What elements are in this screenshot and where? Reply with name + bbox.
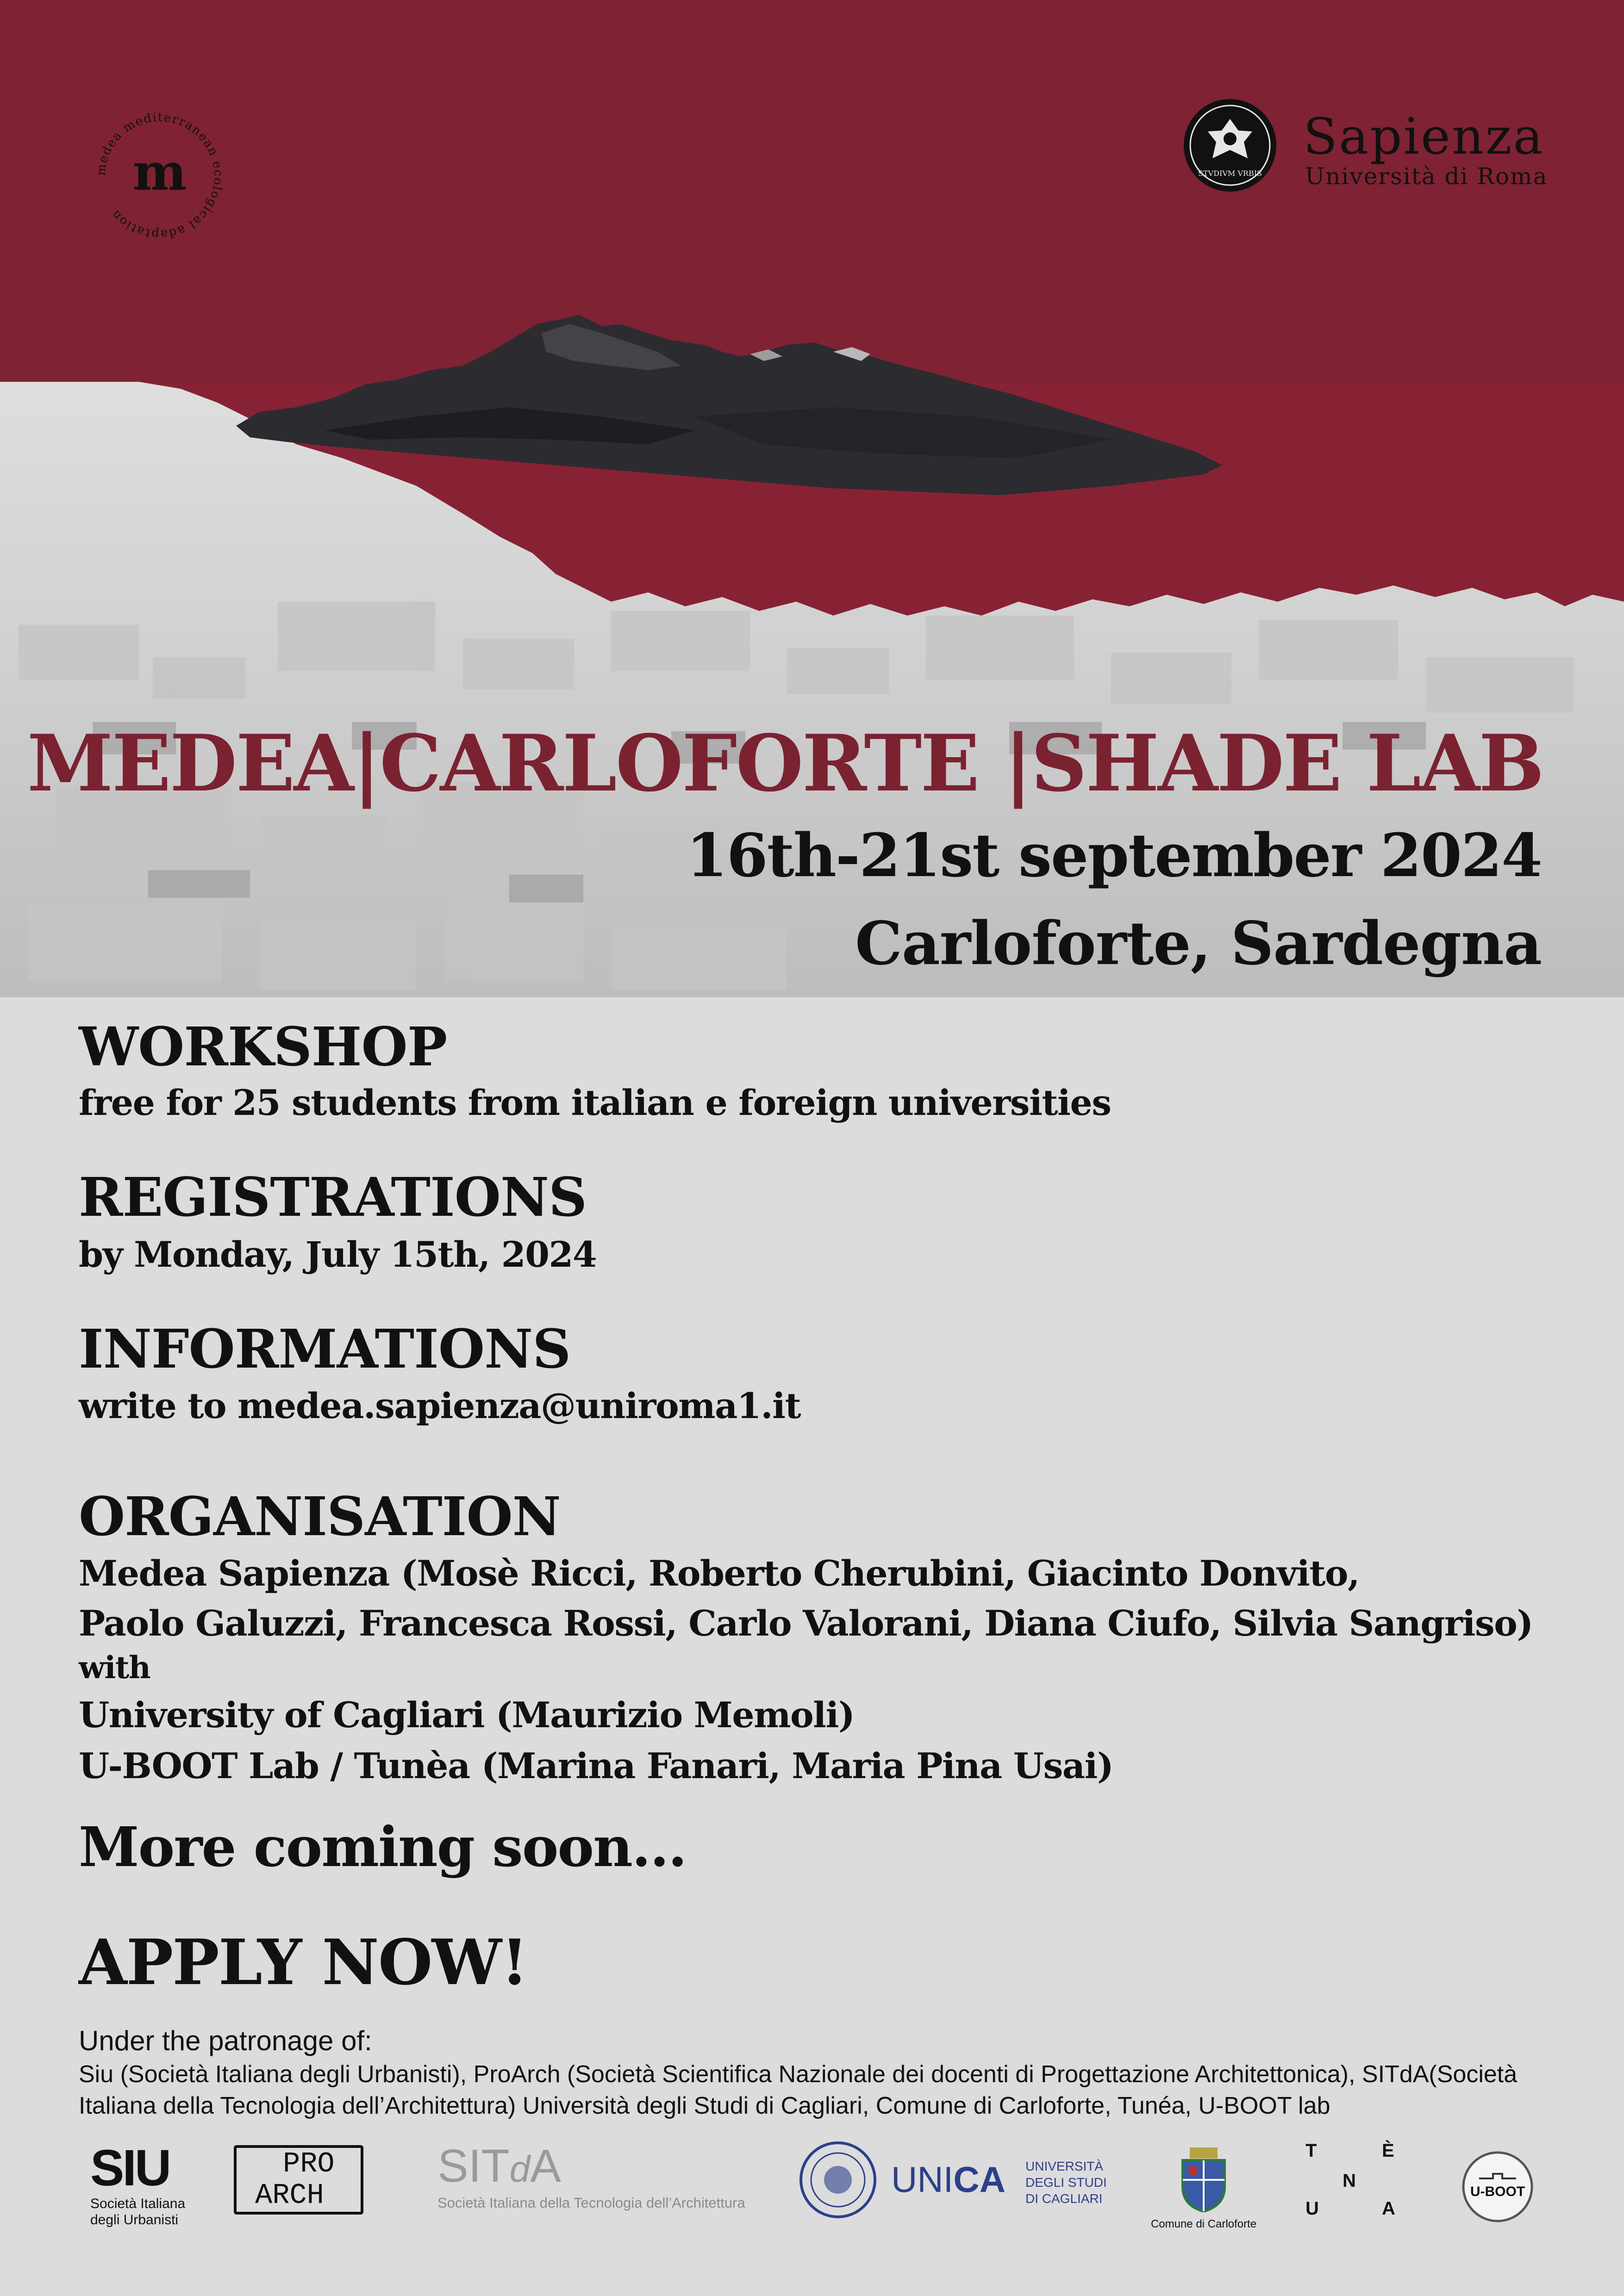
hero-banner	[0, 0, 1624, 997]
sapienza-logo	[1183, 98, 1549, 195]
informations-text: write to medea.sapienza@uniroma1.it	[79, 1385, 801, 1426]
organisation-line: University of Cagliari (Maurizio Memoli)	[79, 1694, 855, 1736]
event-dates: 16th-21st september 2024	[686, 821, 1542, 890]
unica-seal-icon	[799, 2140, 877, 2219]
unica-logo	[799, 2140, 1118, 2228]
comune-logo	[1148, 2147, 1259, 2240]
partner-logos	[0, 2134, 1624, 2254]
proarch-logo	[234, 2145, 363, 2215]
siu-mark: SIU	[90, 2140, 170, 2196]
uboot-logo	[1461, 2150, 1535, 2224]
organisation-line: Medea Sapienza (Mosè Ricci, Roberto Cherubini, Giacinto Donvito,	[79, 1553, 1359, 1594]
registrations-heading: REGISTRATIONS	[79, 1166, 587, 1229]
proarch-line2: ARCH	[255, 2179, 324, 2212]
organisation-line: with	[79, 1649, 150, 1686]
tunea-letter: A	[1382, 2198, 1395, 2219]
organisation-line: Paolo Galuzzi, Francesca Rossi, Carlo Valorani, Diana Ciufo, Silvia Sangriso)	[79, 1603, 1533, 1644]
uboot-badge-icon	[1461, 2150, 1535, 2224]
sapienza-subtitle: Università di Roma	[1305, 163, 1548, 190]
sapienza-name: Sapienza	[1303, 108, 1544, 166]
unica-caption: DI CAGLIARI	[1025, 2191, 1103, 2206]
medea-logo	[88, 104, 231, 248]
registrations-text: by Monday, July 15th, 2024	[79, 1234, 597, 1275]
more-coming-soon: More coming soon...	[79, 1815, 687, 1879]
unica-caption: DEGLI STUDI	[1025, 2175, 1107, 2190]
sapienza-seal-icon	[1183, 98, 1278, 193]
tunea-letter: È	[1382, 2140, 1394, 2161]
tunea-letter: N	[1343, 2171, 1356, 2191]
sitda-mark: SIT	[437, 2140, 510, 2192]
organisation-heading: ORGANISATION	[79, 1486, 561, 1548]
patronage-heading: Under the patronage of:	[79, 2025, 372, 2056]
uboot-mark: U-BOOT	[1470, 2184, 1525, 2199]
workshop-text: free for 25 students from italian e foreign universities	[79, 1082, 1111, 1123]
patronage-text: Siu (Società Italiana degli Urbanisti), ProArch (Società Scientifica Nazionale dei docenti di Progettazione Architettonica), SITdA(Società Italiana della Tecnologia dell’Architettura) Università degli Studi di Cagliari, Comune di Carloforte, Tunéa, U-BOOT lab	[79, 2061, 1518, 2119]
siu-caption: Società Italiana	[90, 2196, 186, 2211]
siu-caption: degli Urbanisti	[90, 2212, 179, 2228]
sitda-logo	[437, 2140, 762, 2226]
medea-letter: m	[132, 142, 187, 202]
tunea-letter: T	[1305, 2140, 1317, 2161]
event-place: Carloforte, Sardegna	[855, 909, 1542, 978]
informations-heading: INFORMATIONS	[79, 1318, 571, 1381]
tunea-letter: U	[1305, 2198, 1319, 2219]
siu-logo	[88, 2140, 204, 2235]
seal-text: STVDIVM VRBIS	[1198, 169, 1262, 178]
tunea-logo	[1301, 2140, 1393, 2233]
comune-caption: Comune di Carloforte	[1150, 2218, 1257, 2230]
unica-caption: UNIVERSITÀ	[1025, 2159, 1104, 2173]
workshop-heading: WORKSHOP	[79, 1016, 447, 1078]
organisation-line: U-BOOT Lab / Tunèa (Marina Fanari, Maria Pina Usai)	[79, 1745, 1113, 1786]
event-title: MEDEA|CARLOFORTE |SHADE LAB	[27, 717, 1543, 809]
sitda-mark: A	[530, 2140, 561, 2192]
unica-mark: CA	[953, 2159, 1006, 2200]
proarch-line1: PRO	[283, 2147, 335, 2180]
medea-ring-text: medea mediterranean ecological adaptation	[94, 110, 225, 242]
sitda-mark: d	[509, 2148, 531, 2190]
unica-mark: UNI	[891, 2159, 954, 2200]
apply-now[interactable]: APPLY NOW!	[79, 1925, 528, 1999]
coat-of-arms-icon	[1176, 2147, 1231, 2212]
sitda-caption: Società Italiana della Tecnologia dell’Architettura	[437, 2195, 745, 2211]
